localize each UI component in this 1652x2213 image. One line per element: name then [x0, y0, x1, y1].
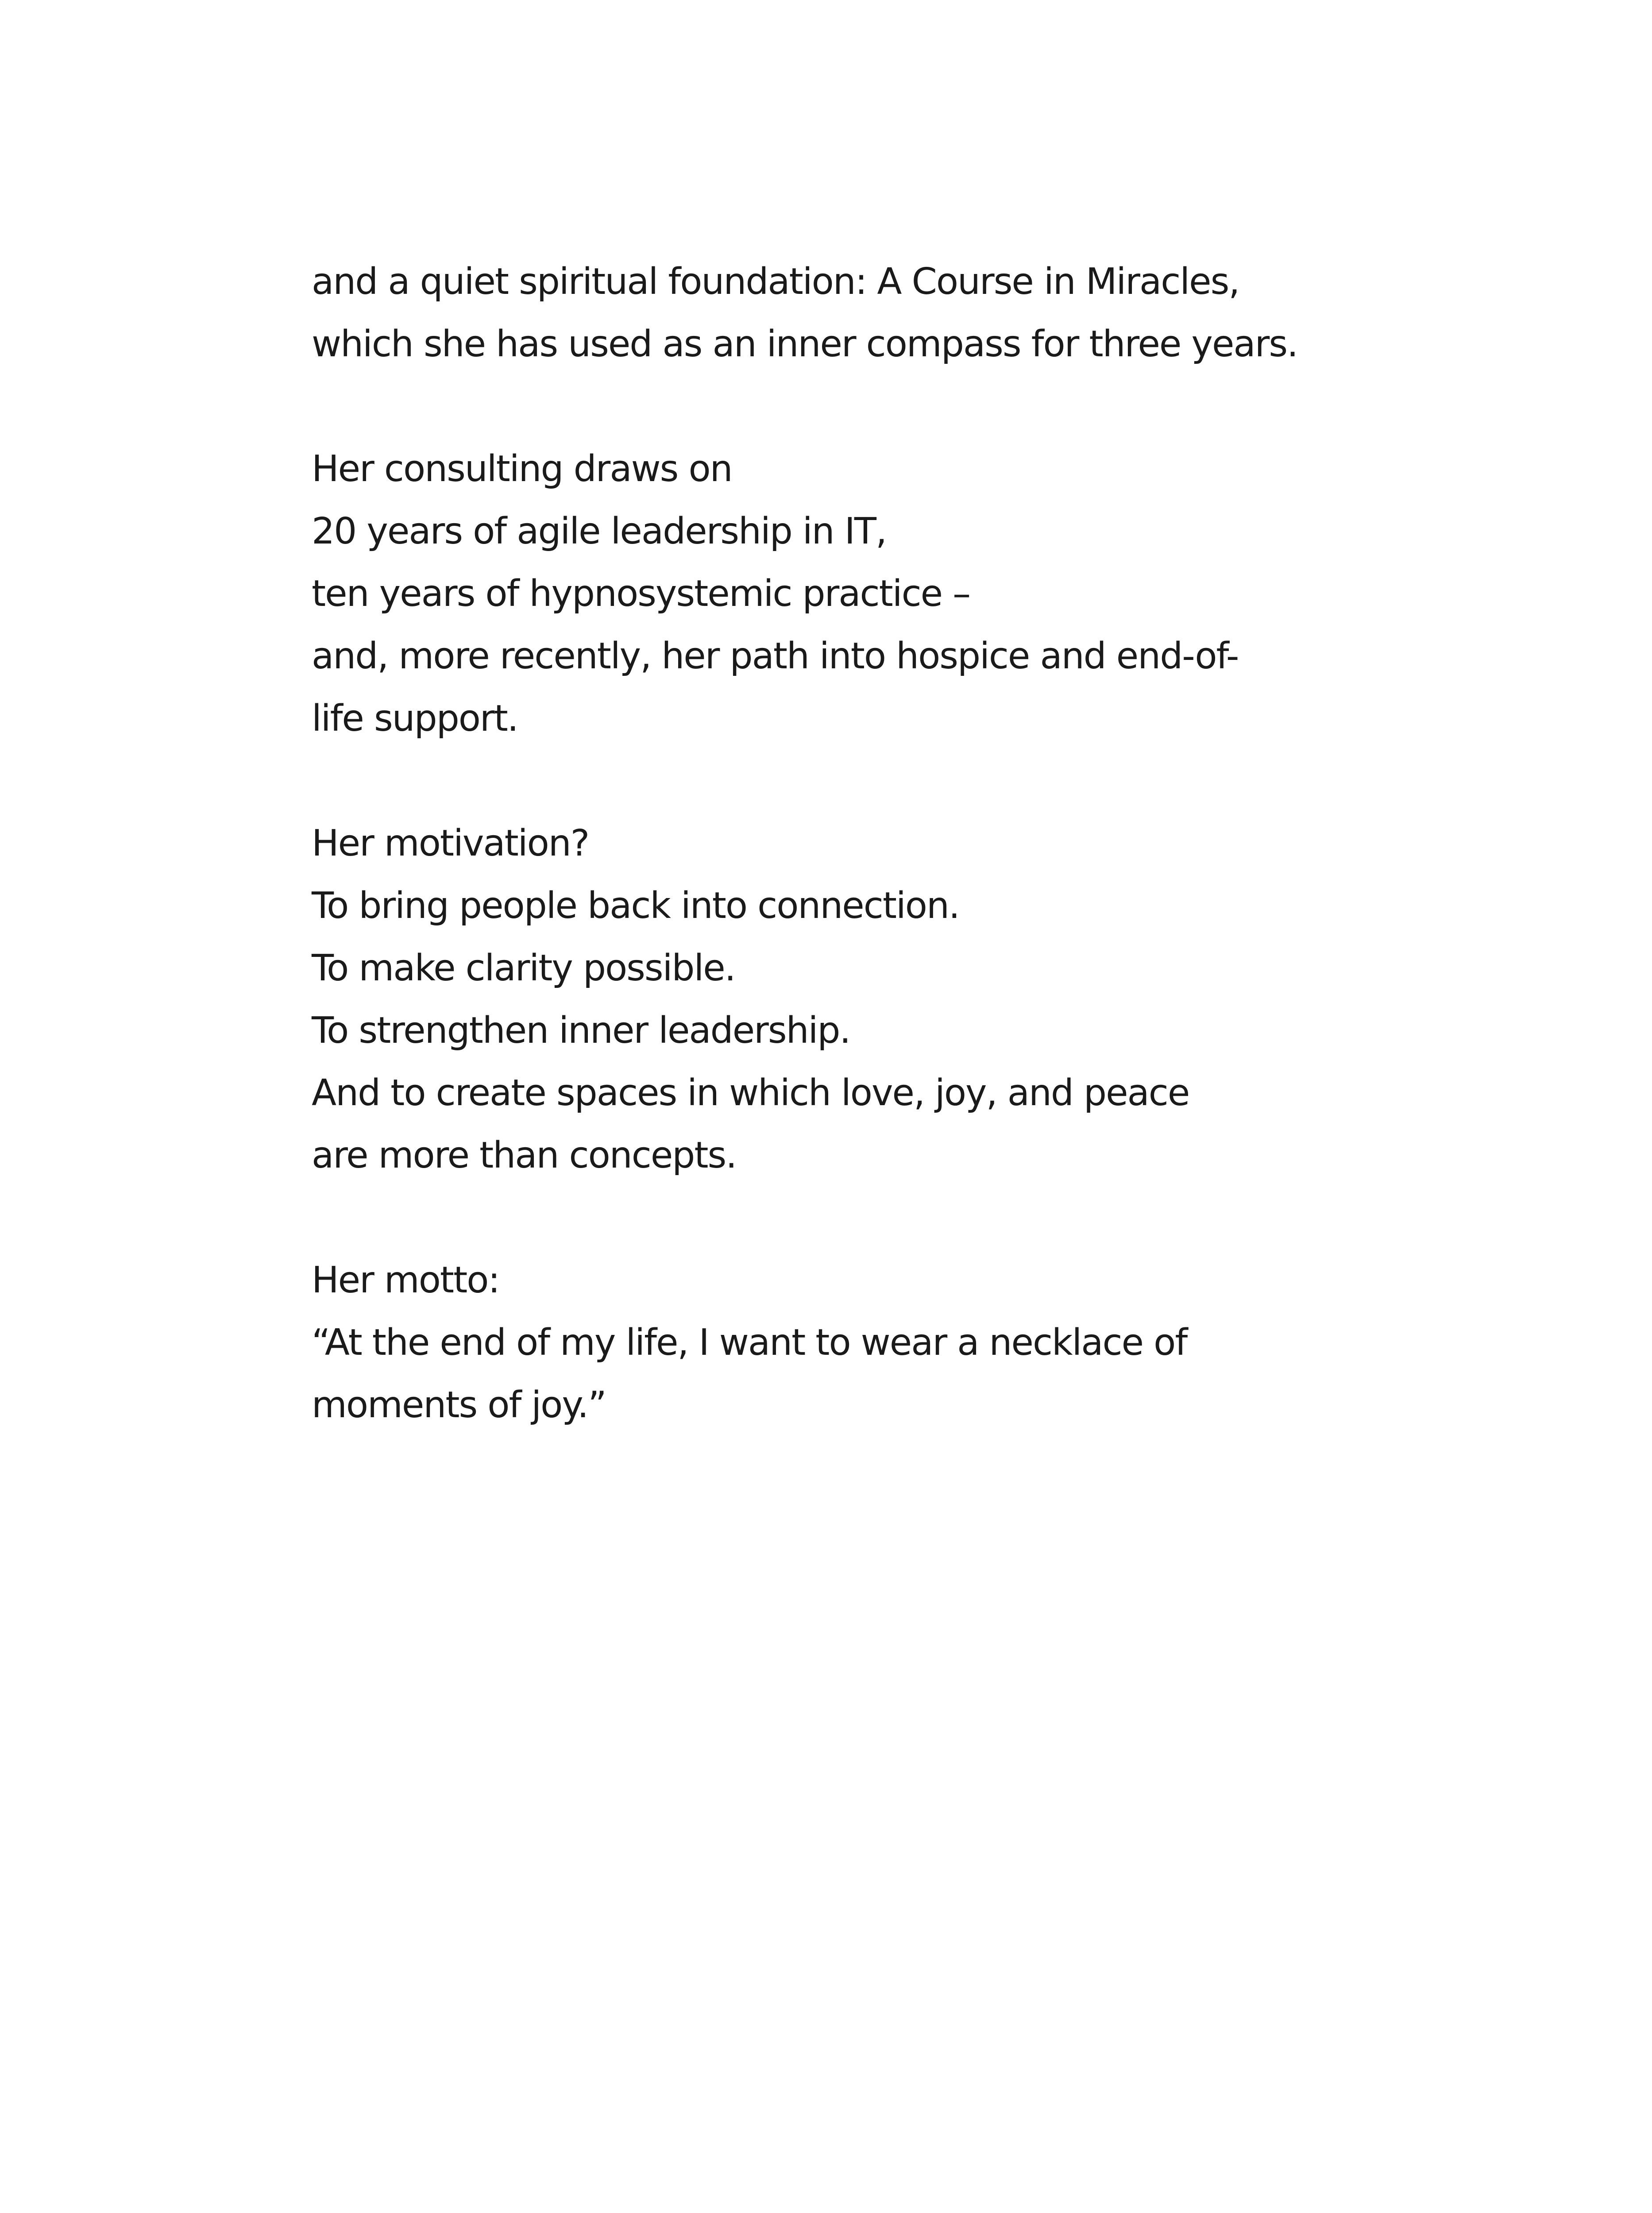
paragraph-consulting-background — [312, 438, 1507, 750]
text-line: moments of joy.” — [312, 1384, 606, 1426]
paragraph-motto — [312, 1249, 1507, 1436]
text-line: To bring people back into connection. — [312, 885, 959, 927]
text-line: Her motivation? — [312, 822, 589, 864]
text-line: To strengthen inner leadership. — [312, 1010, 850, 1052]
paragraph-motivation — [312, 812, 1507, 1187]
text-line: And to create spaces in which love, joy, and peace — [312, 1072, 1189, 1114]
text-line: and a quiet spiritual foundation: A Course in Miracles, — [312, 261, 1239, 303]
text-line: which she has used as an inner compass for three years. — [312, 323, 1298, 365]
text-line: ten years of hypnosystemic practice – — [312, 573, 970, 615]
paragraph-spiritual-foundation — [312, 251, 1507, 375]
text-line: and, more recently, her path into hospice and end-of- — [312, 635, 1239, 677]
text-line: Her consulting draws on — [312, 448, 732, 490]
text-line: Her motto: — [312, 1259, 500, 1301]
text-line: are more than concepts. — [312, 1134, 737, 1176]
text-line: “At the end of my life, I want to wear a necklace of — [312, 1322, 1187, 1364]
text-line: To make clarity possible. — [312, 947, 735, 989]
text-line: life support. — [312, 698, 518, 740]
text-line: 20 years of agile leadership in IT, — [312, 510, 887, 552]
body-text — [312, 251, 1507, 1499]
